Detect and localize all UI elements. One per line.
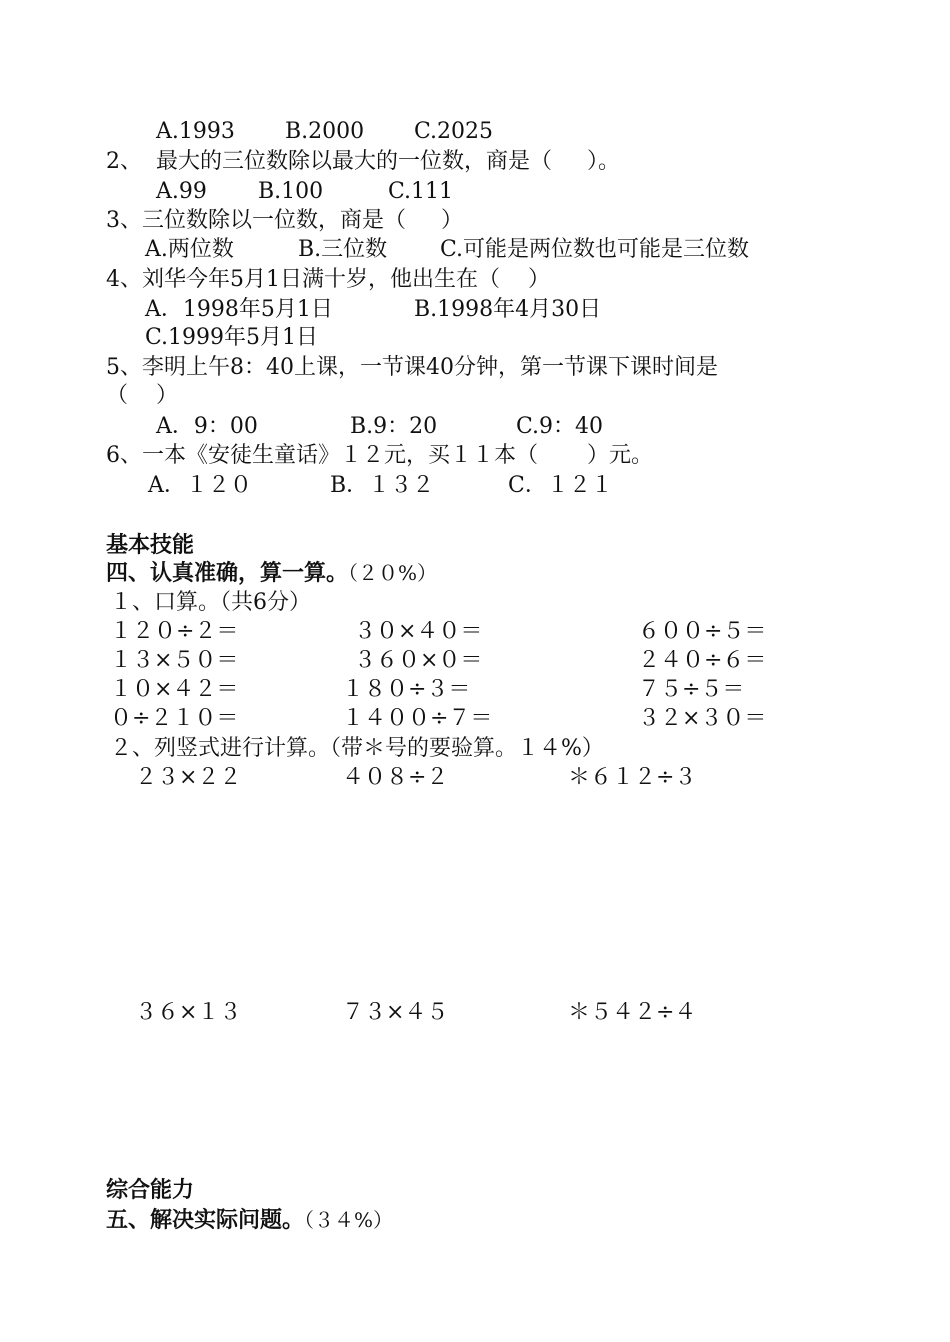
section-heading-basic-skills: 基本技能	[106, 532, 195, 558]
q3-option-c: C.可能是两位数也可能是三位数	[440, 237, 750, 262]
section5-heading	[106, 1206, 393, 1235]
q4-option-c: C.1999年5月1日	[145, 325, 319, 350]
q2-option-a: A.99	[156, 179, 207, 204]
vertical-calc-item: ４０８÷２	[342, 765, 449, 790]
section-heading-comprehensive: 综合能力	[106, 1177, 195, 1203]
q2-option-b: B.100	[258, 179, 324, 204]
oral-calc-item: ３２×３０＝	[638, 706, 767, 731]
section4-title: 四、认真准确，算一算。	[106, 560, 349, 586]
q2-option-c: C.111	[388, 179, 454, 204]
section4-score: （２０%）	[348, 561, 438, 585]
section5-title: 五、解决实际问题。	[106, 1207, 305, 1233]
q5-option-a: A．9：00	[156, 414, 258, 439]
oral-calc-item: ７５÷５＝	[638, 677, 745, 702]
section4-heading	[106, 559, 437, 588]
oral-calc-item: ６００÷５＝	[638, 619, 767, 644]
oral-calc-item: １４００÷７＝	[342, 706, 493, 731]
q6-option-a: A．１２０	[148, 473, 252, 498]
q5-option-b: B.9：20	[350, 414, 438, 439]
q3-option-b: B.三位数	[298, 237, 388, 262]
q6-option-b: B．１３２	[330, 473, 435, 498]
oral-calc-item: ２４０÷６＝	[638, 648, 767, 673]
q3-option-a: A.两位数	[145, 237, 234, 262]
oral-calc-item: １０×４２＝	[110, 677, 239, 702]
q6-question: 6、一本《安徒生童话》１２元，买１１本（ ）元。	[106, 443, 653, 468]
q6-option-c: C．１２１	[508, 473, 613, 498]
oral-calc-item: １２０÷２＝	[110, 619, 239, 644]
vertical-calc-item: ＊６１２÷３	[568, 765, 697, 790]
oral-calc-item: ３０×４０＝	[354, 619, 483, 644]
oral-calc-item: ０÷２１０＝	[110, 706, 239, 731]
q1-option-c: C.2025	[414, 119, 494, 144]
vertical-calc-item: ２３×２２	[135, 765, 242, 790]
q4-option-b: B.1998年4月30日	[414, 297, 602, 322]
q1-option-b: B.2000	[285, 119, 365, 144]
vertical-calc-title: ２、列竖式进行计算。（带＊号的要验算。１４%）	[110, 736, 604, 761]
q5-question: 5、李明上午8：40上课，一节课40分钟，第一节课下课时间是	[106, 355, 718, 380]
q4-option-a: A．1998年5月1日	[145, 297, 333, 322]
q4-question: 4、刘华今年5月1日满十岁，他出生在（ ）	[106, 267, 550, 292]
q2-question: 2、 最大的三位数除以最大的一位数，商是（ ）。	[106, 149, 620, 174]
q3-question: 3、三位数除以一位数，商是（ ）	[106, 208, 463, 233]
q5-answer-blank: （ ）	[106, 383, 178, 408]
vertical-calc-item: ＊５４２÷４	[568, 1000, 697, 1025]
oral-calc-item: １８０÷３＝	[342, 677, 471, 702]
vertical-calc-item: ３６×１３	[135, 1000, 242, 1025]
q1-option-a: A.1993	[156, 119, 235, 144]
oral-calc-item: １３×５０＝	[110, 648, 239, 673]
oral-calc-title: １、口算。（共6分）	[110, 590, 311, 615]
vertical-calc-item: ７３×４５	[342, 1000, 449, 1025]
q5-option-c: C.9：40	[516, 414, 604, 439]
section5-score: （３４%）	[304, 1208, 394, 1232]
oral-calc-item: ３６０×０＝	[354, 648, 483, 673]
